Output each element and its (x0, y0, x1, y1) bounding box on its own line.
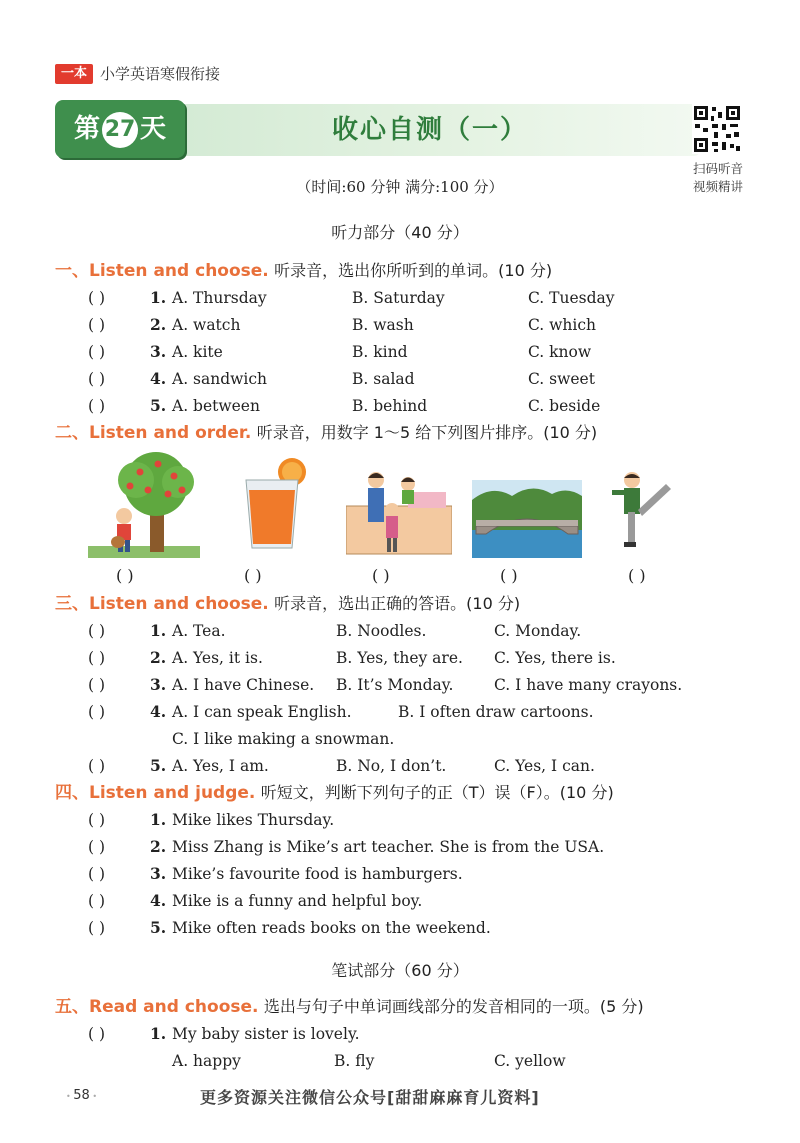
statement: Miss Zhang is Mike’s art teacher. She is from the USA. (172, 838, 605, 856)
option-b: B. kind (352, 343, 408, 361)
option-b: B. behind (352, 397, 428, 415)
question-row (0, 862, 800, 889)
option-b: B. No, I don’t. (336, 757, 447, 775)
option-a: A. Yes, I am. (172, 757, 269, 775)
question-number: 4. (150, 702, 167, 721)
answer-blank[interactable]: ( ) (88, 838, 106, 856)
answer-blank[interactable]: ( ) (88, 757, 106, 775)
answer-blank[interactable]: ( ) (88, 811, 106, 829)
question-row-continued (0, 727, 800, 754)
question-number: 1. (150, 288, 167, 307)
part-writing-heading: 笔试部分（60 分） (331, 961, 469, 980)
option-a: A. I can speak English. (172, 703, 352, 721)
option-c: C. Tuesday (528, 289, 615, 307)
question-row (0, 286, 800, 313)
question-number: 5. (150, 918, 167, 937)
answer-blank[interactable]: ( ) (88, 865, 106, 883)
question-number: 3. (150, 675, 167, 694)
page-number: • 58 • (66, 1088, 98, 1103)
section-4-heading (55, 781, 614, 805)
answer-blank[interactable]: ( ) (88, 649, 106, 667)
question-number: 1. (150, 621, 167, 640)
apple-tree-picture (88, 450, 200, 558)
question-number: 4. (150, 891, 167, 910)
section-5-instruction: 选出与句子中单词画线部分的发音相同的一项。(5 分) (263, 997, 644, 1016)
page-number-value: 58 (73, 1088, 90, 1103)
qr-caption-line-2: 视频精讲 (692, 179, 743, 194)
question-row (0, 673, 800, 700)
option-b: B. Yes, they are. (336, 649, 463, 667)
section-1-list (0, 286, 800, 421)
question-number: 3. (150, 342, 167, 361)
question-number: 1. (150, 1024, 167, 1043)
question-row (0, 646, 800, 673)
section-4-english: Listen and judge. (89, 783, 256, 803)
order-blank[interactable]: ( ) (244, 566, 262, 585)
option-a: A. kite (172, 343, 223, 361)
section-3-heading (55, 592, 520, 616)
option-c: C. I have many crayons. (494, 676, 683, 694)
option-a: A. Yes, it is. (172, 649, 263, 667)
option-a: A. happy (172, 1052, 241, 1070)
section-2-english: Listen and order. (89, 423, 252, 443)
question-row (0, 313, 800, 340)
question-row (0, 835, 800, 862)
question-row (0, 1022, 800, 1049)
question-number: 2. (150, 648, 167, 667)
part-listening-heading: 听力部分（40 分） (331, 223, 469, 242)
option-c: C. know (528, 343, 592, 361)
section-4-instruction: 听短文，判断下列句子的正（T）误（F）。(10 分) (260, 783, 614, 802)
option-a: A. Thursday (172, 289, 267, 307)
option-b: B. salad (352, 370, 415, 388)
order-blank[interactable]: ( ) (628, 566, 646, 585)
answer-blank[interactable]: ( ) (88, 622, 106, 640)
question-row (0, 340, 800, 367)
section-3-english: Listen and choose. (89, 594, 269, 614)
option-b: B. Noodles. (336, 622, 427, 640)
order-blank[interactable]: ( ) (116, 566, 134, 585)
question-row (0, 916, 800, 943)
option-a: A. watch (172, 316, 241, 334)
question-number: 5. (150, 756, 167, 775)
option-a: A. between (172, 397, 260, 415)
question-number: 2. (150, 315, 167, 334)
series-title: 小学英语寒假衔接 (100, 65, 221, 83)
statement: Mike often reads books on the weekend. (172, 919, 491, 937)
shopping-picture (346, 470, 452, 556)
option-c: C. Yes, there is. (494, 649, 616, 667)
question-row (0, 619, 800, 646)
option-b: B. Saturday (352, 289, 445, 307)
answer-blank[interactable]: ( ) (88, 892, 106, 910)
answer-blank[interactable]: ( ) (88, 676, 106, 694)
option-b: B. It’s Monday. (336, 676, 454, 694)
question-row (0, 700, 800, 727)
question-row (0, 754, 800, 781)
section-5-number: 五、 (55, 997, 89, 1017)
question-number: 1. (150, 810, 167, 829)
day-prefix: 第 (73, 114, 100, 144)
option-c: C. beside (528, 397, 601, 415)
section-5-heading (55, 995, 644, 1019)
question-number: 2. (150, 837, 167, 856)
option-a: A. sandwich (172, 370, 268, 388)
option-c: C. Yes, I can. (494, 757, 595, 775)
footer-notice: 更多资源关注微信公众号[甜甜麻麻育儿资料] (200, 1088, 540, 1107)
section-4-number: 四、 (55, 783, 89, 803)
answer-blank[interactable]: ( ) (88, 316, 106, 334)
option-c: C. I like making a snowman. (172, 730, 395, 748)
page-title: 收心自测（一） (331, 115, 528, 145)
question-number: 5. (150, 396, 167, 415)
question-row (0, 367, 800, 394)
option-a: A. I have Chinese. (172, 676, 315, 694)
orange-juice-picture (236, 456, 316, 552)
day-badge (55, 100, 185, 158)
order-blank[interactable]: ( ) (372, 566, 390, 585)
answer-blank[interactable]: ( ) (88, 919, 106, 937)
sentence: My baby sister is lovely. (172, 1025, 360, 1043)
order-blank[interactable]: ( ) (500, 566, 518, 585)
section-5-list (0, 1022, 800, 1076)
option-c: C. yellow (494, 1052, 566, 1070)
statement: Mike is a funny and helpful boy. (172, 892, 423, 910)
option-b: B. wash (352, 316, 414, 334)
qr-code-icon[interactable] (692, 104, 742, 154)
statement: Mike likes Thursday. (172, 811, 335, 829)
option-b: B. I often draw cartoons. (398, 703, 594, 721)
question-number: 4. (150, 369, 167, 388)
section-3-number: 三、 (55, 594, 89, 614)
option-c: C. Monday. (494, 622, 582, 640)
statement: Mike’s favourite food is hamburgers. (172, 865, 463, 883)
option-b: B. fly (334, 1052, 375, 1070)
time-info: （时间:60 分钟 满分:100 分） (296, 178, 504, 196)
day-number: 27 (102, 112, 138, 148)
option-c: C. sweet (528, 370, 595, 388)
section-2-heading (55, 421, 597, 445)
question-row (0, 889, 800, 916)
option-c: C. which (528, 316, 597, 334)
question-number: 3. (150, 864, 167, 883)
section-4-list (0, 808, 800, 943)
brand-logo: 一本 (55, 64, 93, 84)
answer-blank[interactable]: ( ) (88, 370, 106, 388)
section-1-number: 一、 (55, 261, 89, 281)
answer-blank[interactable]: ( ) (88, 397, 106, 415)
bridge-picture (472, 480, 582, 558)
day-suffix: 天 (140, 114, 167, 144)
answer-blank[interactable]: ( ) (88, 703, 106, 721)
answer-blank[interactable]: ( ) (88, 1025, 106, 1043)
answer-blank[interactable]: ( ) (88, 343, 106, 361)
options-row (0, 1049, 800, 1076)
section-1-instruction: 听录音，选出你所听到的单词。(10 分) (274, 261, 553, 280)
section-3-list (0, 619, 800, 781)
section-2-instruction: 听录音，用数字 1～5 给下列图片排序。(10 分) (256, 423, 598, 442)
section-1-heading (55, 259, 552, 283)
qr-caption-line-1: 扫码听音 (692, 161, 743, 176)
option-a: A. Tea. (172, 622, 226, 640)
section-2-number: 二、 (55, 423, 89, 443)
question-row (0, 394, 800, 421)
answer-blank[interactable]: ( ) (88, 289, 106, 307)
kung-fu-boy-picture (610, 470, 676, 550)
question-row (0, 808, 800, 835)
section-1-english: Listen and choose. (89, 261, 269, 281)
section-3-instruction: 听录音，选出正确的答语。(10 分) (274, 594, 521, 613)
section-5-english: Read and choose. (89, 997, 259, 1017)
